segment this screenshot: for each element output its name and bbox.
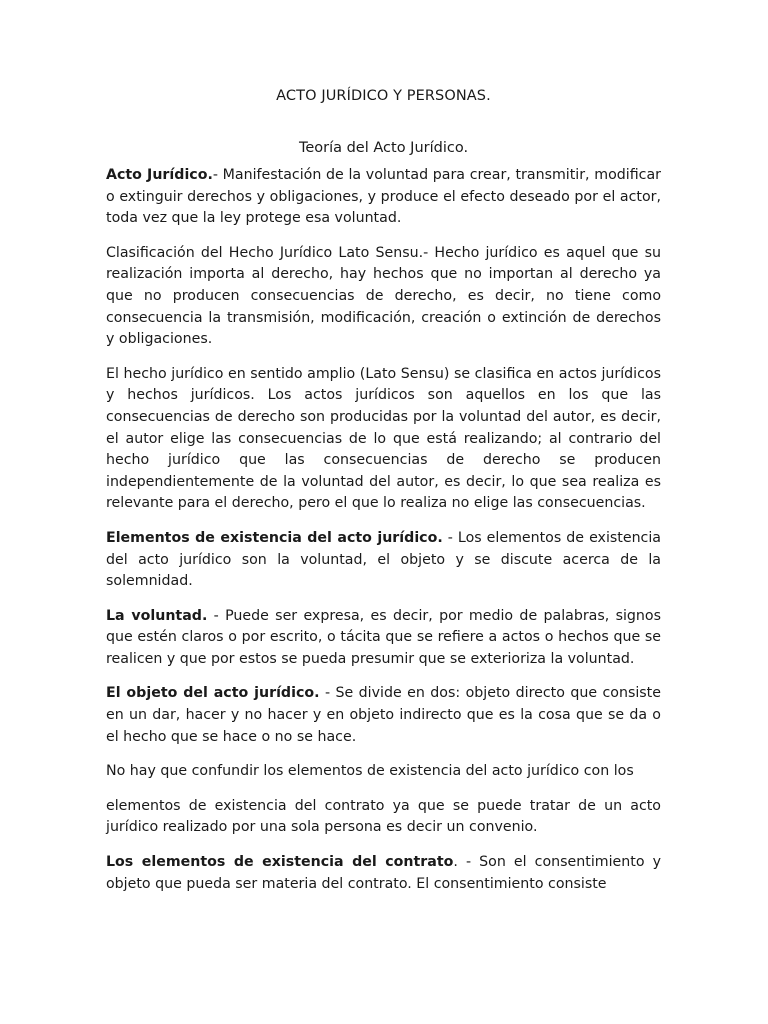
paragraph-elementos-contrato-intro — [106, 796, 661, 839]
paragraph-lead: Acto Jurídico. — [106, 167, 213, 183]
paragraph-text: - Se divide en dos: objeto directo que consiste en un dar, hacer y no hacer y en objeto indirecto que es la cosa que se da o el hecho que se hace o no se hace. — [106, 685, 661, 745]
paragraph-elementos-existencia — [106, 528, 661, 593]
paragraph-text: - Puede ser expresa, es decir, por medio de palabras, signos que estén claros o por escrito, o tácita que se refiere a actos o hechos que se realicen y que por estos se pueda presumir que se exterioriza la voluntad. — [106, 607, 661, 667]
document-title: ACTO JURÍDICO Y PERSONAS. — [276, 88, 491, 104]
paragraph-lead: La voluntad. — [106, 607, 208, 624]
paragraph-clasificacion — [106, 243, 661, 351]
paragraph-lead: El objeto del acto jurídico. — [106, 685, 320, 702]
document-page — [106, 88, 661, 908]
paragraph-elementos-contrato — [106, 852, 661, 895]
paragraph-text: . - Son el consentimiento y objeto que pueda ser materia del contrato. El consentimiento consiste — [106, 854, 661, 892]
paragraph-text: El hecho jurídico en sentido amplio (Lato Sensu) se clasifica en actos jurídicos y hechos jurídicos. Los actos jurídicos son aquellos en los que las consecuencias de derecho son producidas por la voluntad del autor, es decir, el autor elige las consecuencias de lo que está realizando; al contrario del hecho jurídico que las consecuencias de derecho se producen independientemente de la voluntad del autor, es decir, lo que sea realiza es relevante para el derecho, pero el que lo realiza no elige las consecuencias. — [106, 365, 661, 512]
paragraph-text: - Manifestación de la voluntad para crear, transmitir, modificar o extinguir derechos y obligaciones, y produce el efecto deseado por el actor, toda vez que la ley protege esa voluntad. — [106, 167, 661, 227]
paragraph-acto-juridico — [106, 165, 661, 230]
section-title: Teoría del Acto Jurídico. — [298, 140, 469, 156]
paragraph-text: Clasificación del Hecho Jurídico Lato Sensu.- Hecho jurídico es aquel que su realización importa al derecho, hay hechos que no importan al derecho ya que no producen consecuencias de derecho, es decir, no tiene como consecuencia la transmisión, modificación, creación o extinción de derechos y obligaciones. — [106, 244, 661, 348]
paragraph-objeto — [106, 683, 661, 748]
paragraph-lead: Los elementos de existencia del contrato — [106, 854, 454, 871]
paragraph-lead: Elementos de existencia del acto jurídico. — [106, 529, 443, 546]
paragraph-text: elementos de existencia del contrato ya que se puede tratar de un acto jurídico realizado por una sola persona es decir un convenio. — [106, 797, 661, 836]
paragraph-voluntad — [106, 606, 661, 671]
paragraph-hecho-juridico — [106, 364, 661, 515]
paragraph-no-confundir — [106, 761, 661, 783]
paragraph-text: No hay que confundir los elementos de existencia del acto jurídico con los — [106, 763, 634, 780]
paragraph-text: - Los elementos de existencia del acto jurídico son la voluntad, el objeto y se discute acerca de la solemnidad. — [106, 529, 661, 590]
